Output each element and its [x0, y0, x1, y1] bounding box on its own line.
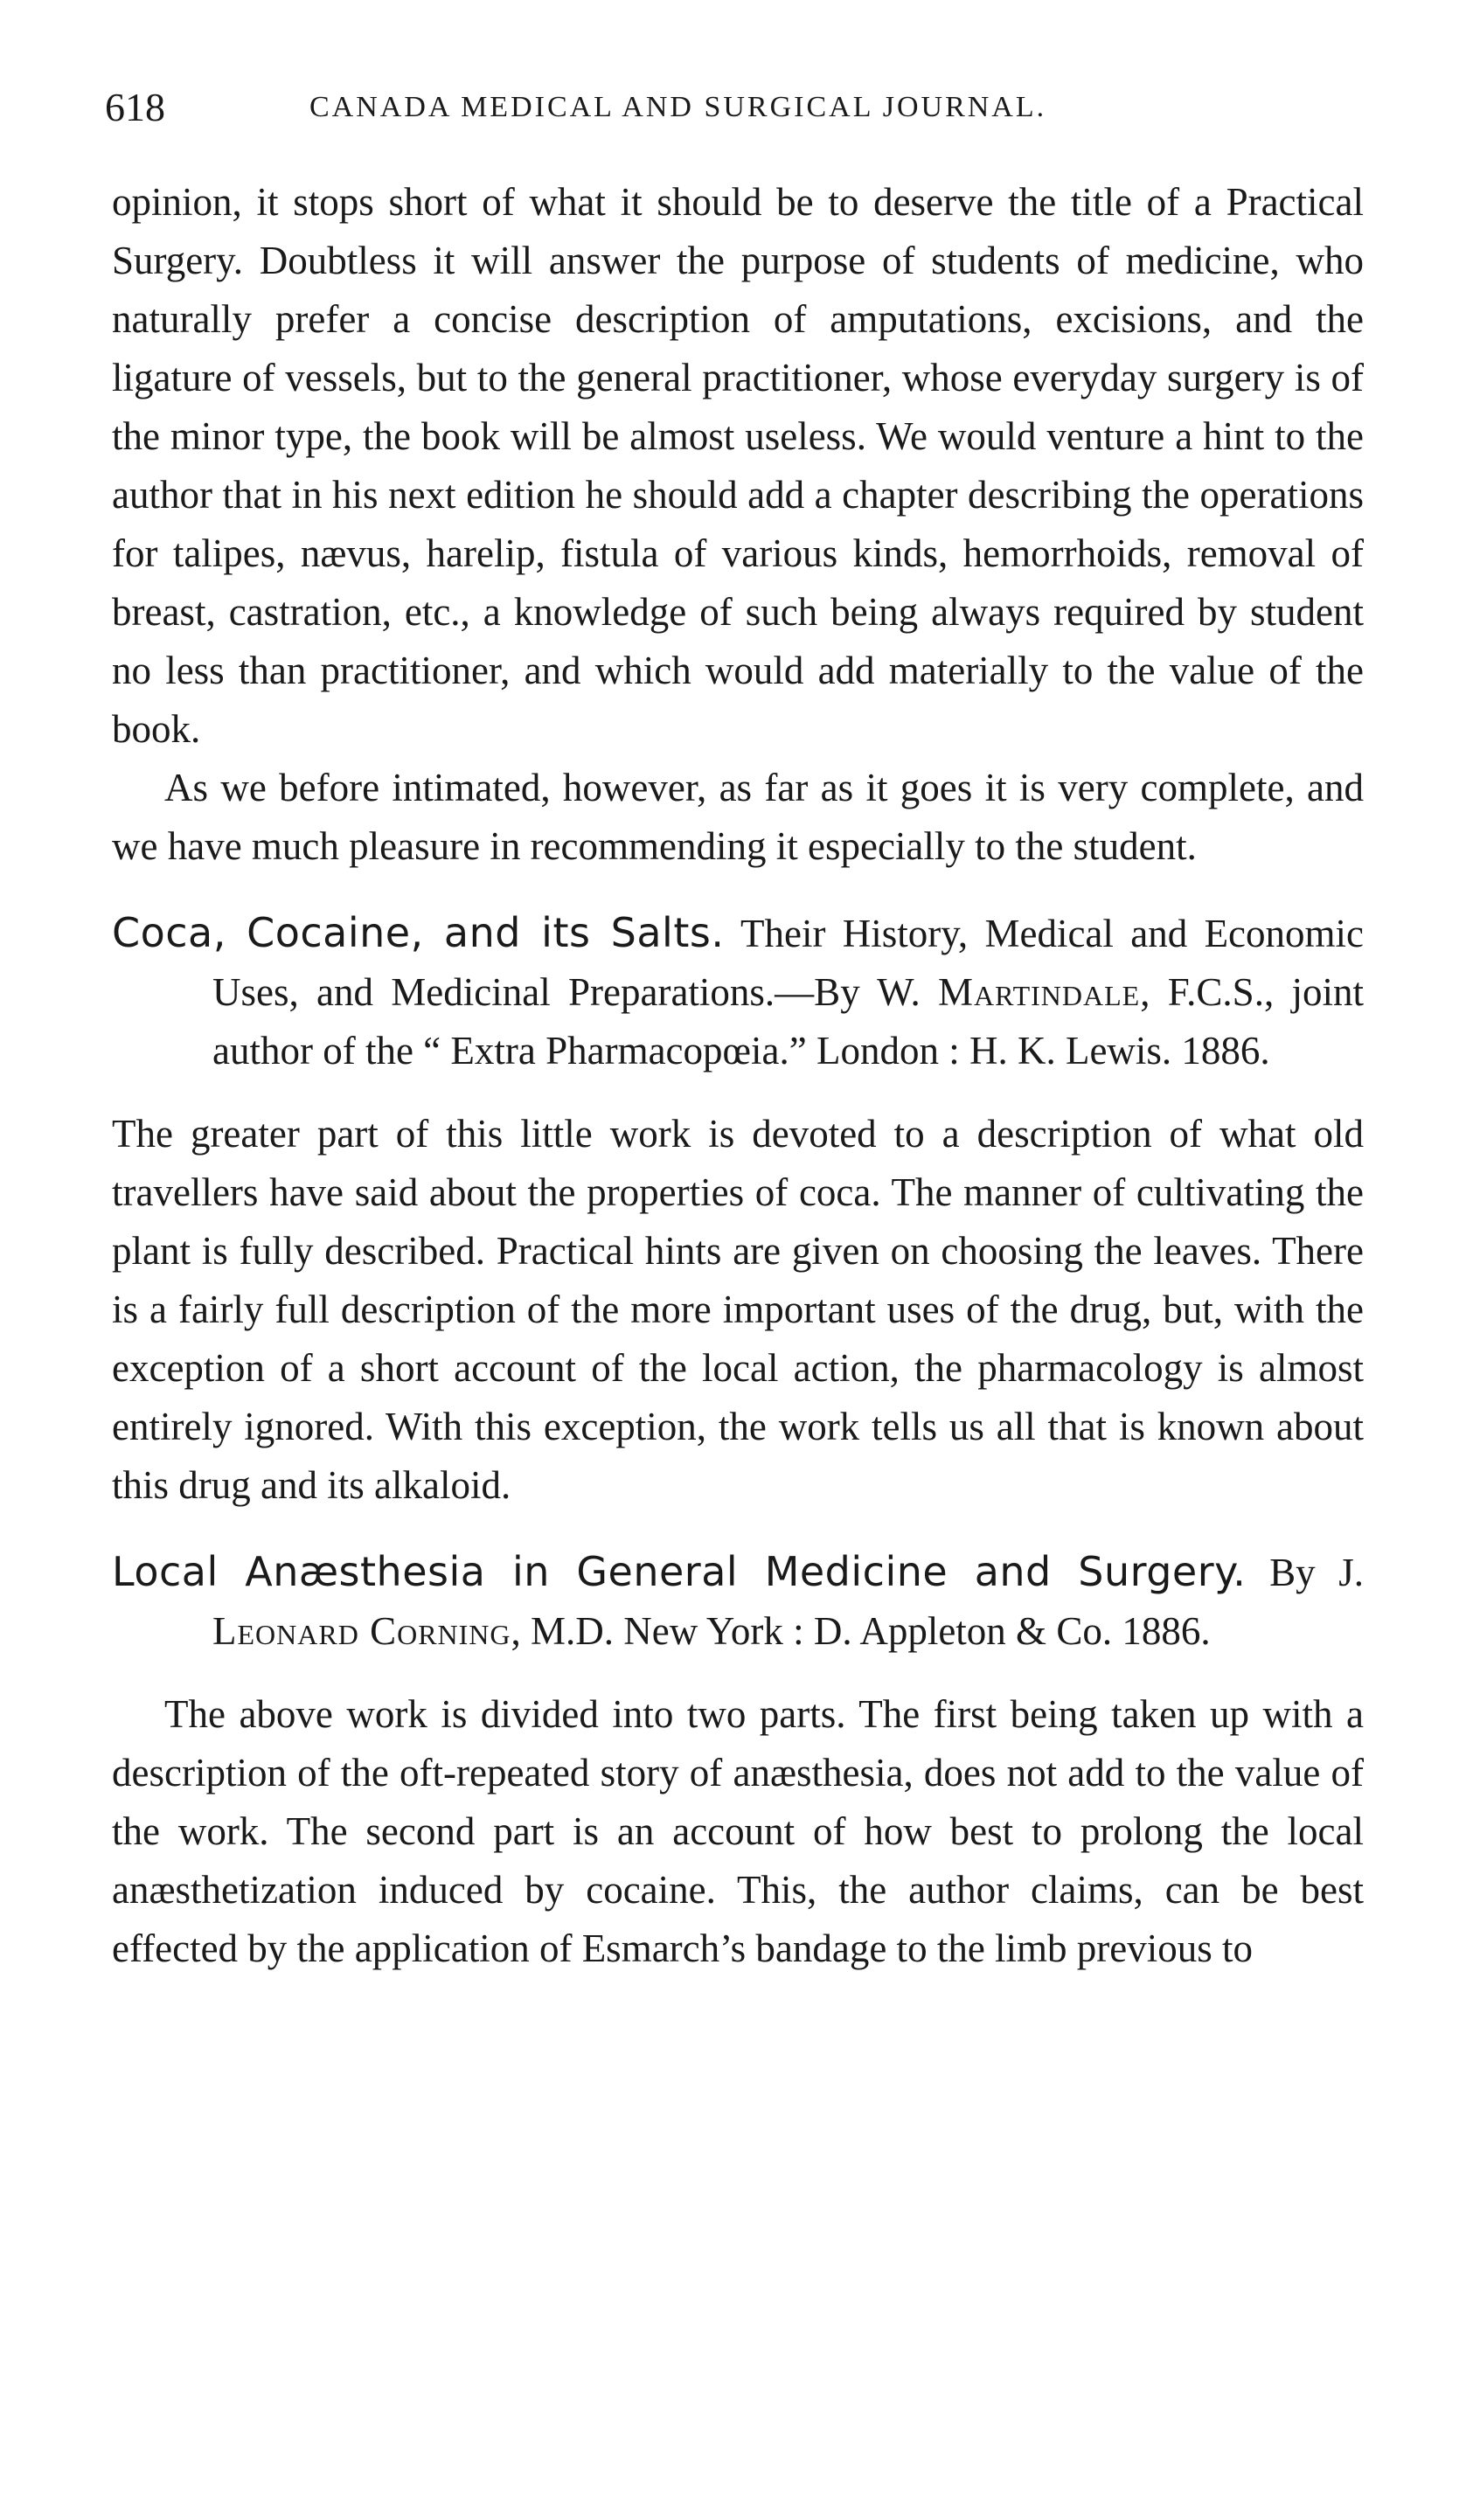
page-body [112, 173, 1364, 1978]
review-body-coca: The greater part of this little work is devoted to a description of what old travellers have said about the properties of coca. The manner of cultivating the plant is fully described. Practical hints are given on choosing the leaves. There is a fairly full description of the more important uses of the drug, but, with the exception of a short account of the local action, the pharmacology is almost entirely ignored. With this exception, the work tells us all that is known about this drug and its alkaloid. [112, 1112, 1364, 1507]
review-imprint-anaesthesia: , M.D. New York : D. Appleton & Co. 1886. [511, 1609, 1211, 1653]
journal-title: CANADA MEDICAL AND SURGICAL JOURNAL. [309, 91, 1047, 123]
page-number: 618 [105, 85, 165, 129]
review-title-coca: Coca, Cocaine, and its Salts. [112, 909, 725, 956]
review-imprint-coca: , F.C.S., joint author of the “ Extra Pharmacopœia.” London : H. K. Lewis. 1886. [212, 970, 1364, 1073]
review-heading-coca [112, 904, 1364, 1080]
running-head [105, 77, 1364, 138]
closing-paragraph: As we before intimated, however, as far as it goes it is very complete, and we have much pleasure in recommending it especially to the student. [112, 766, 1364, 868]
review-author-anaesthesia: Leonard Corning [212, 1609, 511, 1653]
review-author-coca: Martindale [938, 970, 1141, 1014]
review-subtitle-coca: Their History, Medical and Economic Uses, and Medicinal Preparations.—By W. [212, 912, 1365, 1014]
continued-paragraph: opinion, it stops short of what it should be to deserve the title of a Practical Surgery. Doubtless it will answer the purpose of students of medicine, who naturally prefer a concise description of amputations, excisions, and the ligature of vessels, but to the general practitioner, whose everyday surgery is of the minor type, the book will be almost useless. We would venture a hint to the author that in his next edition he should add a chapter describing the operations for talipes, nævus, harelip, fistula of various kinds, hemorrhoids, removal of breast, castration, etc., a knowledge of such being always required by student no less than practitioner, and which would add materially to the value of the book. [112, 180, 1364, 751]
review-body-anaesthesia: The above work is divided into two parts. The first being taken up with a description of the oft-repeated story of anæsthesia, does not add to the value of the work. The second part is an account of how best to prolong the local anæsthetization induced by cocaine. This, the author claims, can be best effected by the application of Esmarch’s bandage to the limb previous to [112, 1692, 1364, 1970]
review-subtitle-anaesthesia: By J. [1269, 1551, 1365, 1594]
review-heading-anaesthesia [112, 1543, 1364, 1661]
review-title-anaesthesia: Local Anæsthesia in General Medicine and Surgery. [112, 1548, 1247, 1595]
